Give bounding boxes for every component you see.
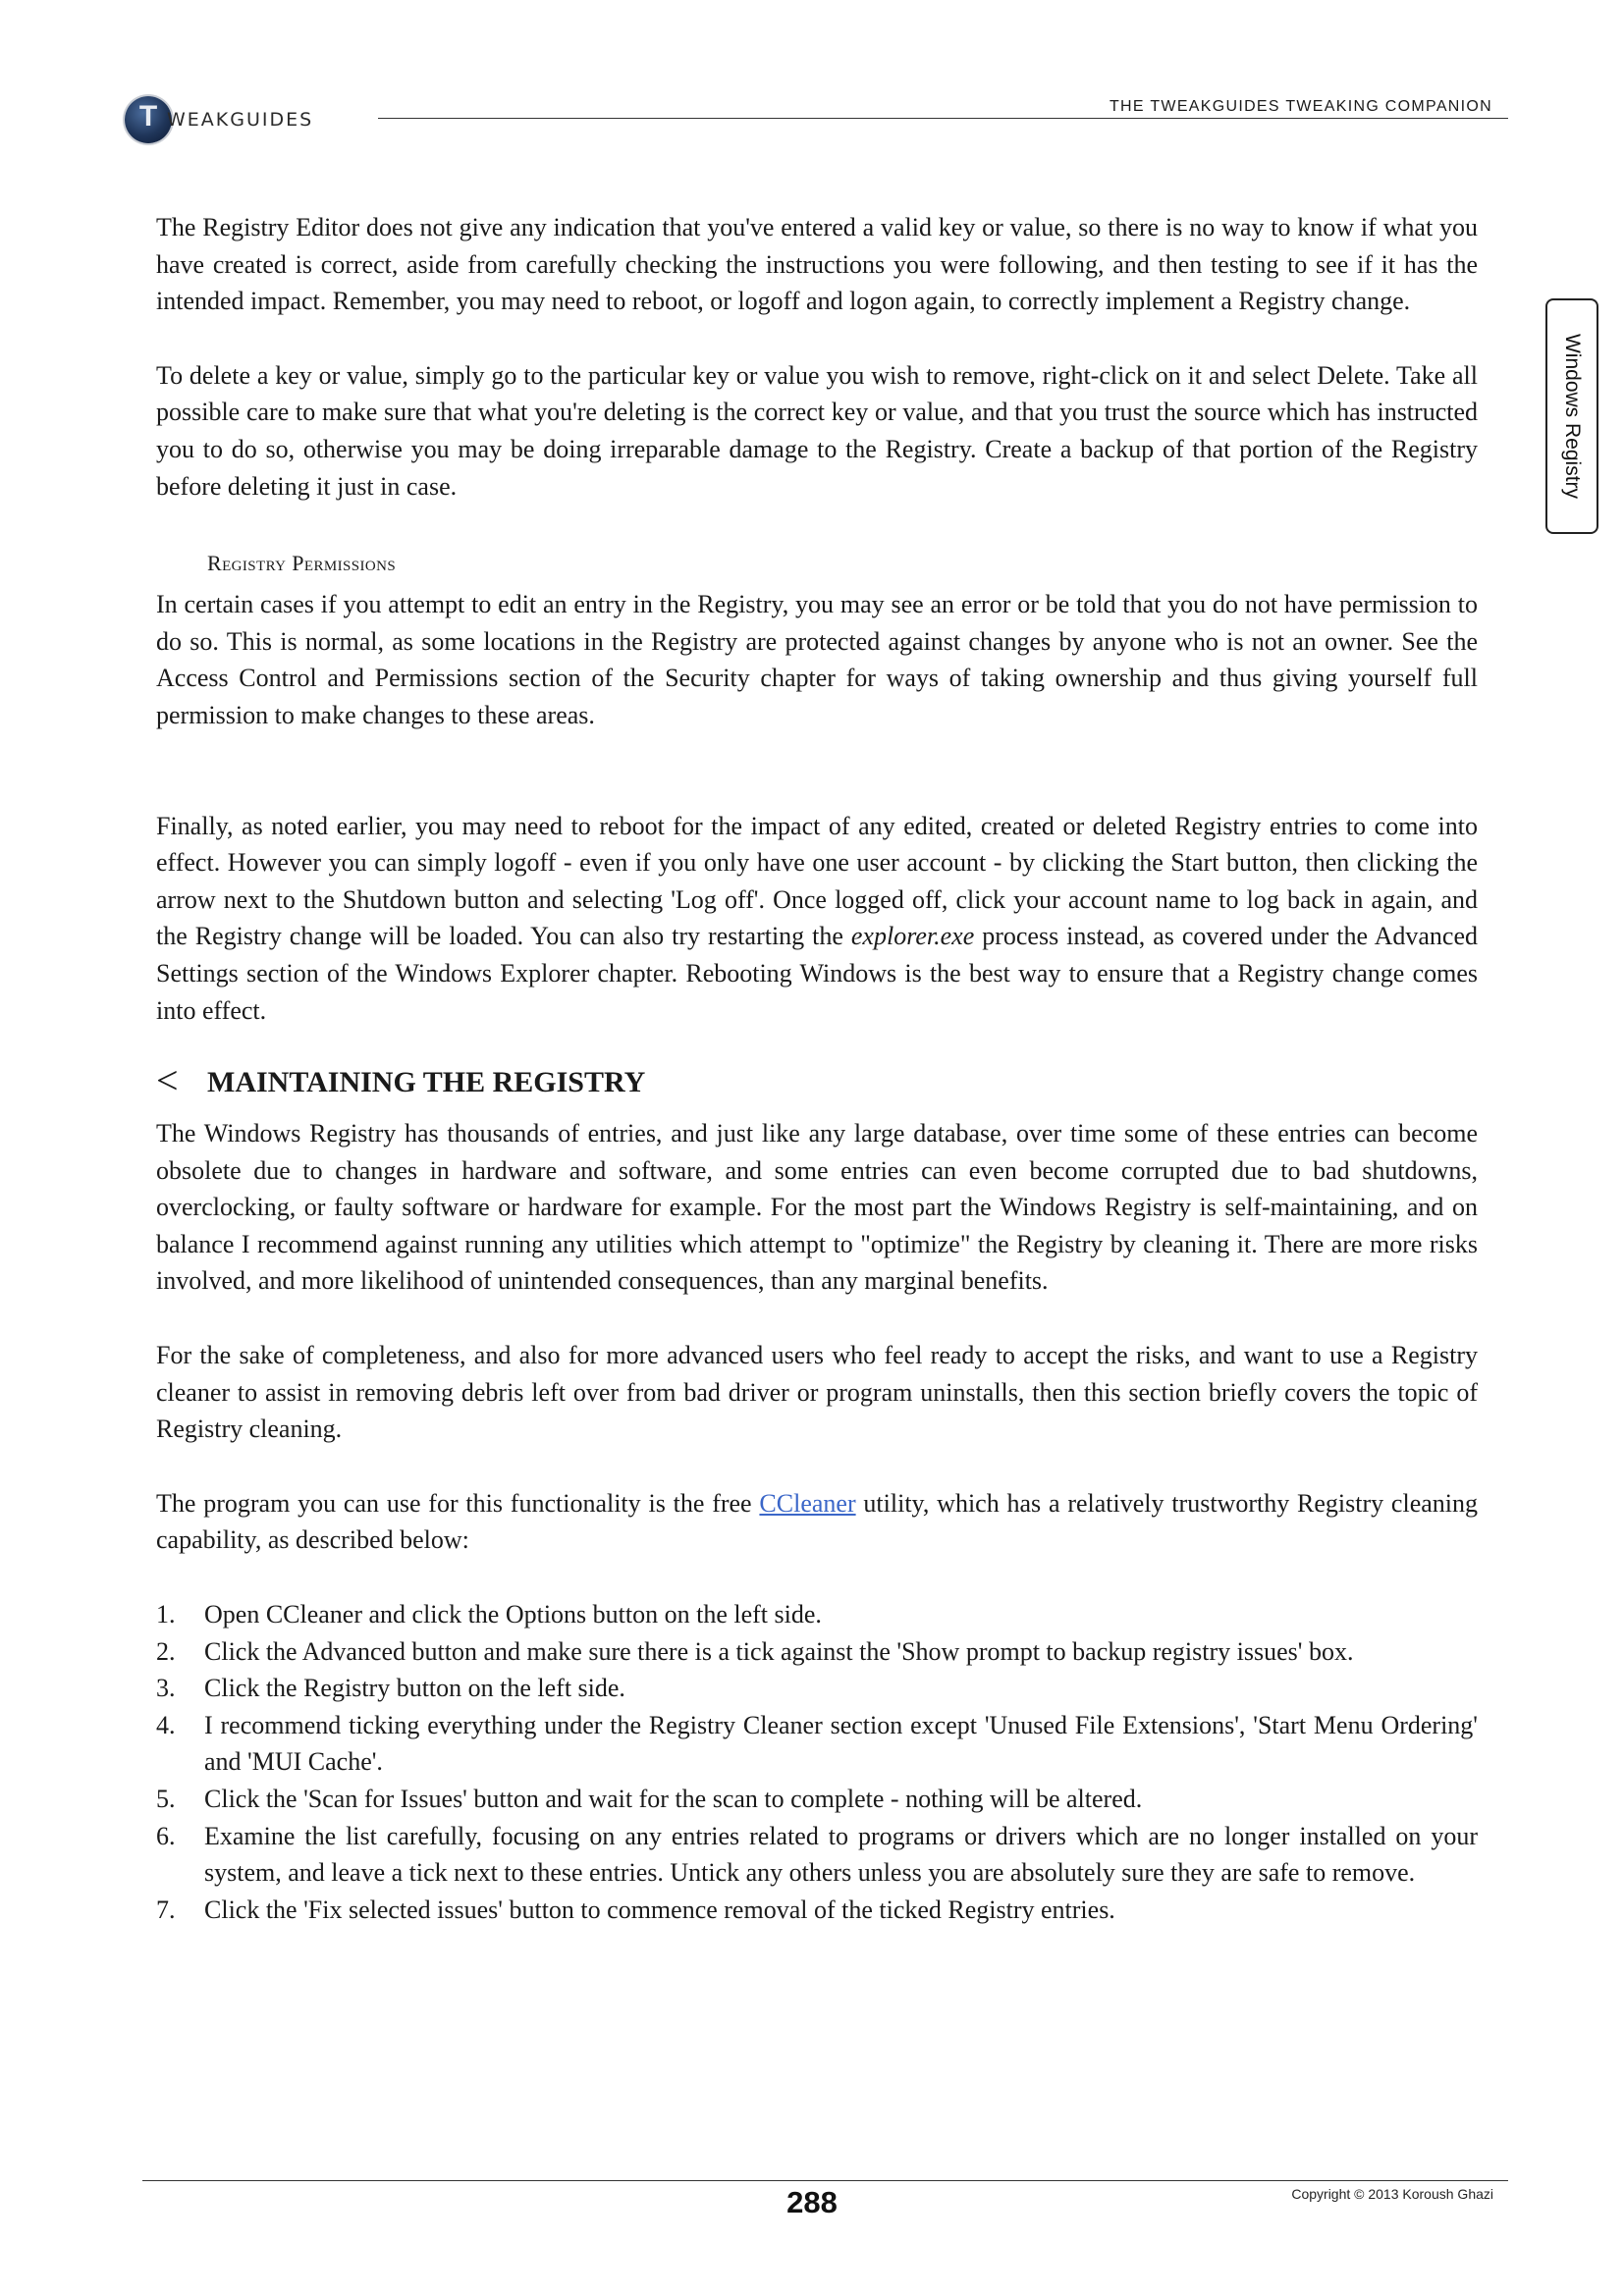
subheading-word-2: Permissions	[292, 551, 397, 576]
list-item	[156, 1892, 1478, 1929]
paragraph-7-text-b: utility, which has a relatively trustworthy Registry cleaning capability, as described below:	[156, 1488, 1478, 1555]
list-item	[156, 1670, 1478, 1707]
chapter-side-tab	[1545, 298, 1598, 534]
ccleaner-link[interactable]: CCleaner	[759, 1488, 856, 1518]
page-content	[156, 209, 1478, 1928]
list-item-number: 1.	[156, 1600, 176, 1629]
steps-list	[156, 1596, 1478, 1928]
list-item-text: Examine the list carefully, focusing on any entries related to programs or drivers which are no longer installed on your system, and leave a tick next to these entries. Untick any others unless you are absolutely sure they are safe to remove.	[204, 1821, 1478, 1888]
list-item-number: 4.	[156, 1710, 176, 1739]
paragraph-3: In certain cases if you attempt to edit an entry in the Registry, you may see an error or be told that you do not have permission to do so. This is normal, as some locations in the Registry are protected against changes by anyone who is not an owner. See the Access Control and Permissions section of the Security chapter for ways of taking ownership and thus giving yourself full permission to make changes to these areas.	[156, 590, 1478, 729]
list-item	[156, 1707, 1478, 1781]
list-item-number: 7.	[156, 1895, 176, 1924]
paragraph-6: For the sake of completeness, and also for more advanced users who feel ready to accept the risks, and want to use a Registry cleaner to assist in removing debris left over from bad driver or program uninstalls, then this section briefly covers the topic of Registry cleaning.	[156, 1341, 1478, 1444]
subheading-word-1: Registry	[207, 551, 287, 576]
list-item-text: Click the 'Scan for Issues' button and wait for the scan to complete - nothing will be altered.	[204, 1785, 1143, 1813]
tweakguides-logo-icon	[125, 96, 172, 143]
brand-name: WEAKGUIDES	[167, 109, 314, 131]
list-item	[156, 1633, 1478, 1671]
section-heading	[156, 1058, 1478, 1103]
list-item-text: Click the 'Fix selected issues' button to commence removal of the ticked Registry entries.	[204, 1895, 1115, 1924]
page-number: 288	[786, 2185, 838, 2219]
list-item-text: I recommend ticking everything under the Registry Cleaner section except 'Unused File Extensions', 'Start Menu Ordering' and 'MUI Cache'.	[204, 1710, 1478, 1777]
paragraph-5: The Windows Registry has thousands of entries, and just like any large database, over time some of these entries can become obsolete due to changes in hardware and software, and some entries can even become corrupted due to bad shutdowns, overclocking, or faulty software or hardware for example. For the most part the Windows Registry is self-maintaining, and on balance I recommend against running any utilities which attempt to "optimize" the Registry by cleaning it. There are more risks involved, and more likelihood of unintended consequences, than any marginal benefits.	[156, 1119, 1478, 1296]
subheading-registry-permissions	[207, 549, 1478, 578]
copyright-notice: Copyright © 2013 Koroush Ghazi	[1291, 2186, 1493, 2202]
section-title: MAINTAINING THE REGISTRY	[207, 1066, 646, 1099]
list-item-number: 2.	[156, 1636, 176, 1666]
paragraph-4	[156, 808, 1478, 1030]
list-item-text: Open CCleaner and click the Options button on the left side.	[204, 1600, 822, 1629]
header-rule	[378, 118, 1508, 119]
logo-letter: T	[138, 100, 158, 133]
list-item	[156, 1818, 1478, 1892]
paragraph-2: To delete a key or value, simply go to the particular key or value you wish to remove, right-click on it and select Delete. Take all possible care to make sure that what you're deleting is the correct key or value, and that you trust the source which has instructed you to do so, otherwise you may be doing irreparable damage to the Registry. Create a backup of that portion of the Registry before deleting it just in case.	[156, 360, 1478, 501]
list-item-text: Click the Advanced button and make sure there is a tick against the 'Show prompt to backup registry issues' box.	[204, 1636, 1354, 1666]
chapter-side-tab-label: Windows Registry	[1561, 333, 1584, 500]
paragraph-7	[156, 1485, 1478, 1559]
chevron-left-icon: <	[156, 1058, 179, 1103]
paragraph-4-italic: explorer.exe	[850, 922, 975, 951]
paragraph-4-text-b: process instead, as covered under the Advanced Settings section of the Windows Explorer chapter. Rebooting Windows is the best way to ensure that a Registry change comes into effect.	[156, 922, 1478, 1025]
list-item-number: 5.	[156, 1785, 176, 1813]
list-item-text: Click the Registry button on the left side.	[204, 1674, 625, 1703]
paragraph-7-text-a: The program you can use for this functionality is the free	[156, 1488, 760, 1518]
list-item-number: 6.	[156, 1821, 176, 1850]
list-item	[156, 1781, 1478, 1818]
header-title: THE TWEAKGUIDES TWEAKING COMPANION	[1109, 98, 1492, 115]
paragraph-1: The Registry Editor does not give any indication that you've entered a valid key or value, so there is no way to know if what you have created is correct, aside from carefully checking the instructions you were following, and then testing to see if it has the intended impact. Remember, you may need to reboot, or logoff and logon again, to correctly implement a Registry change.	[156, 213, 1478, 316]
list-item-number: 3.	[156, 1674, 176, 1703]
footer-rule	[142, 2180, 1508, 2181]
list-item	[156, 1596, 1478, 1633]
paragraph-4-text-a: Finally, as noted earlier, you may need to reboot for the impact of any edited, created or deleted Registry entries to come into effect. However you can simply logoff - even if you only have one user account - by clicking the Start button, then clicking the arrow next to the Shutdown button and selecting 'Log off'. Once logged off, click your account name to log back in again, and the Registry change will be loaded. You can also try restarting the	[156, 811, 1478, 951]
